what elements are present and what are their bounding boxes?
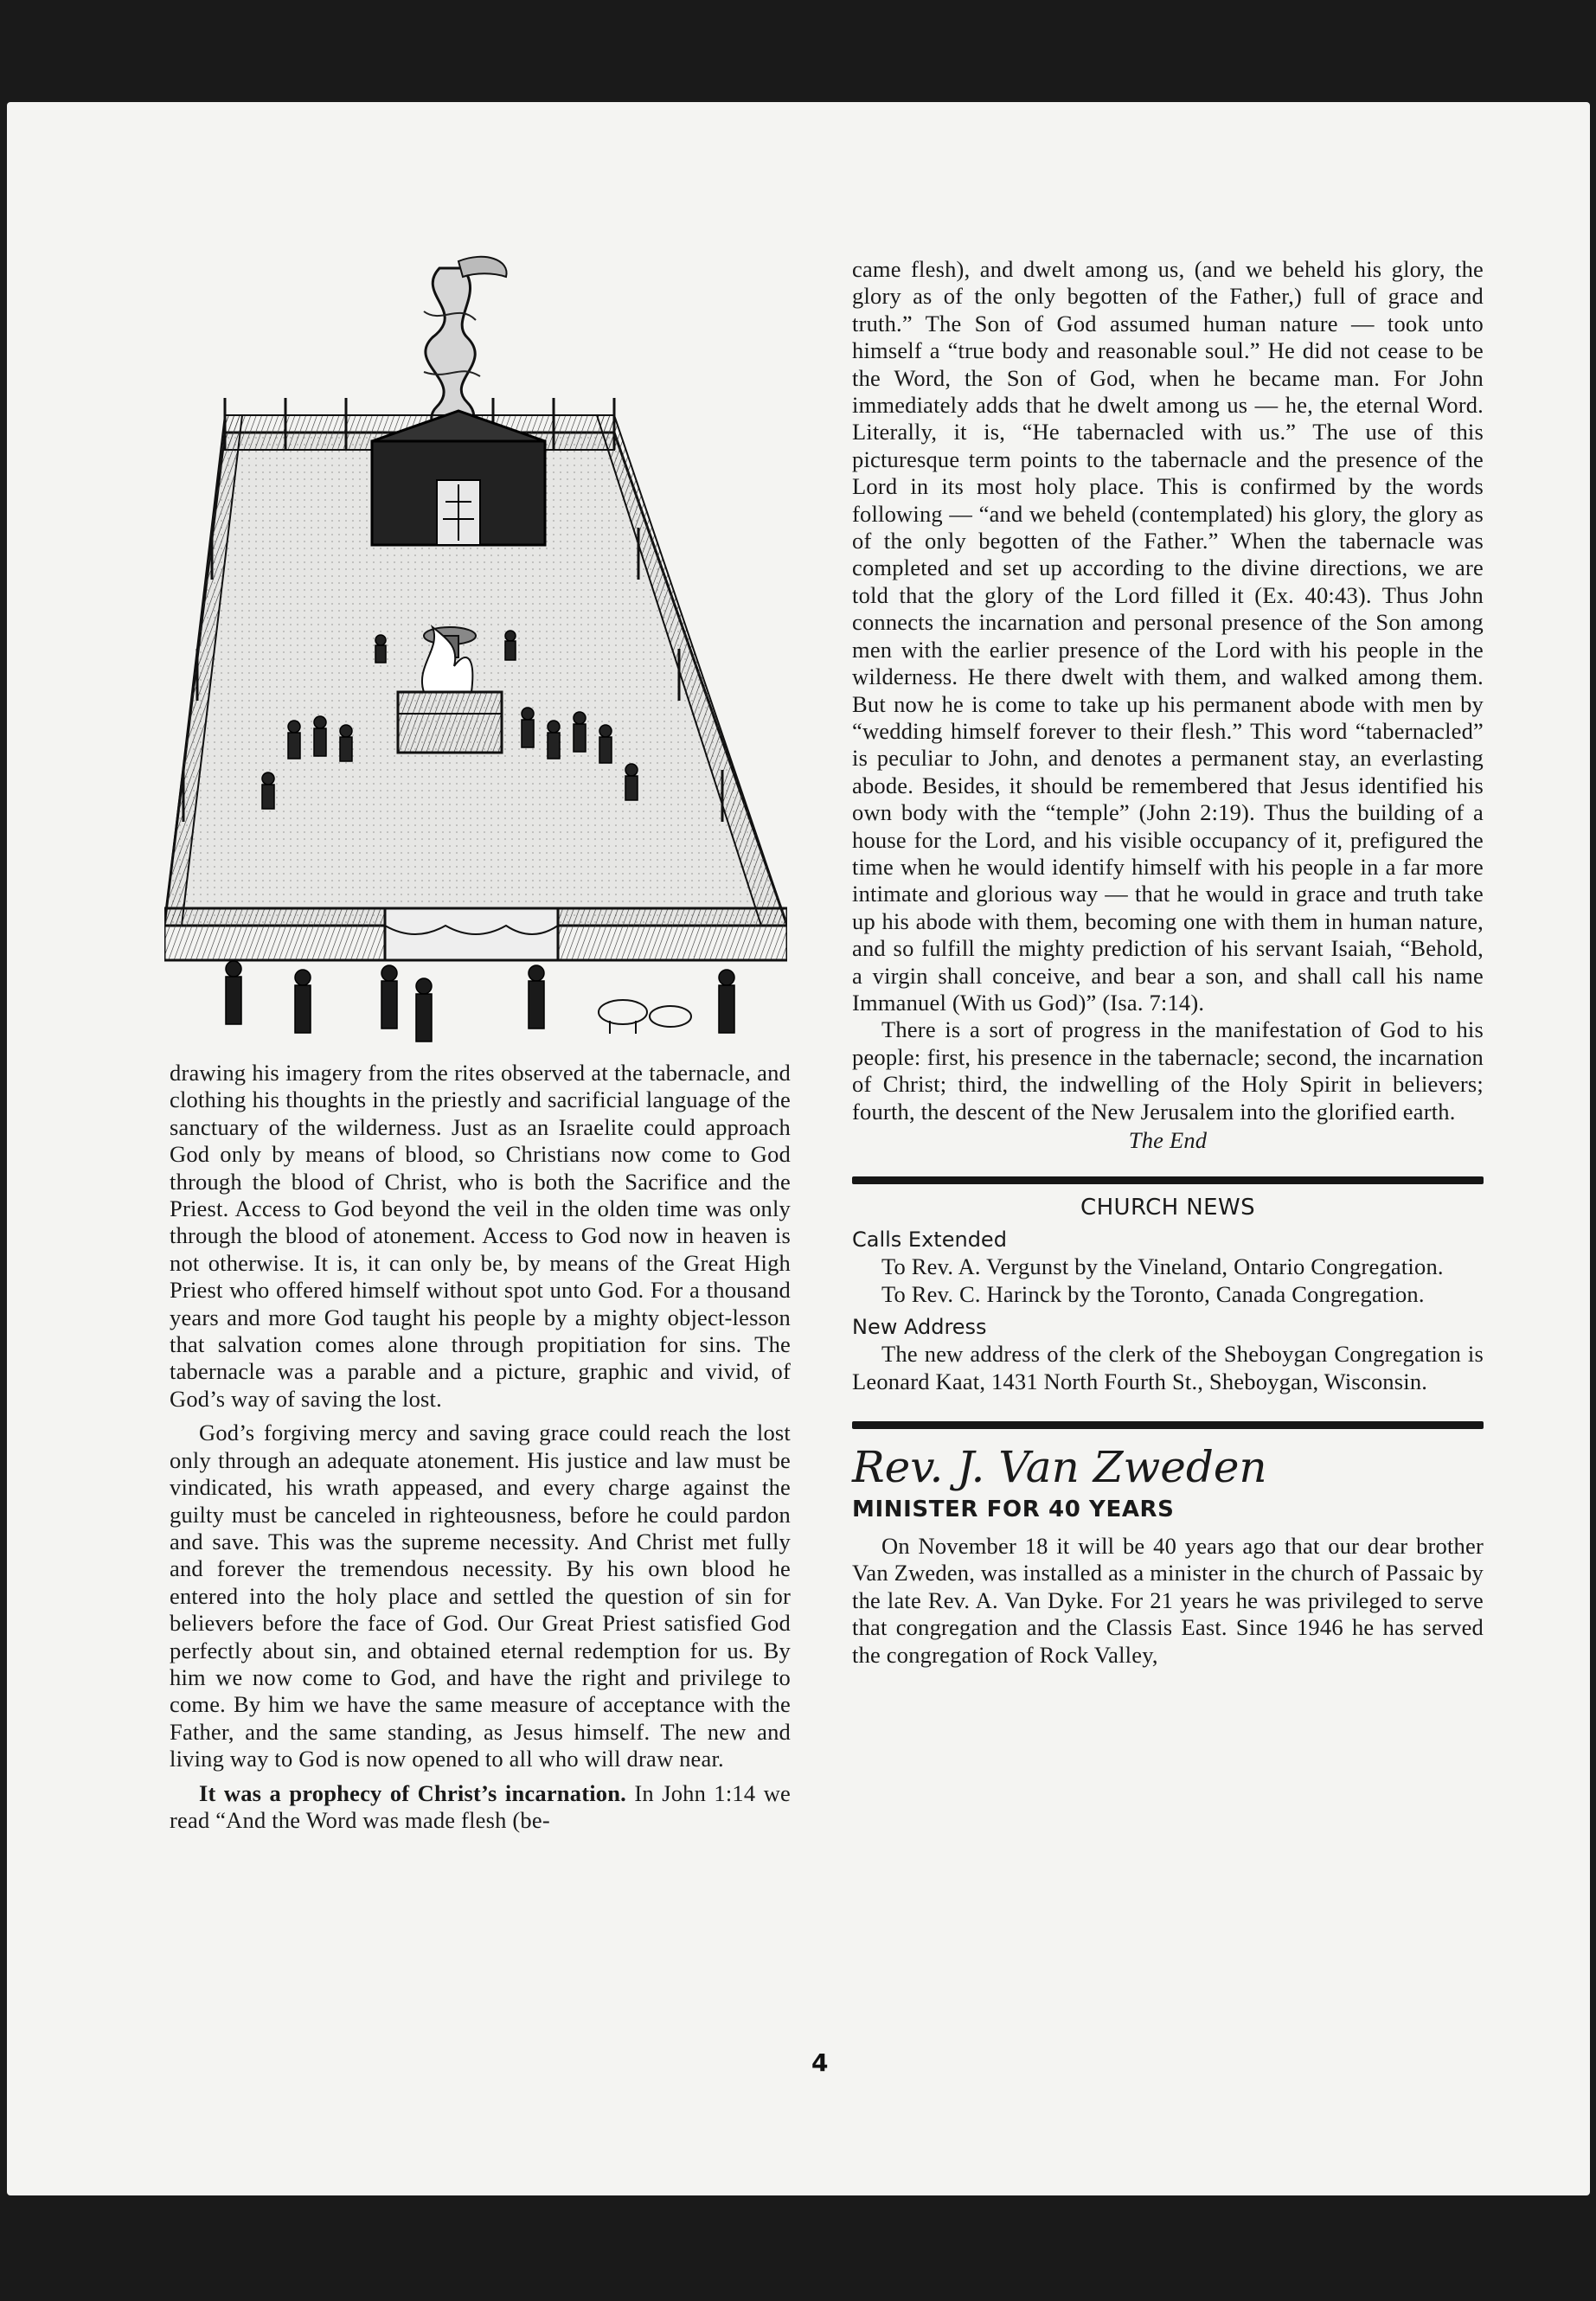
church-news-heading: CHURCH NEWS — [1080, 1195, 1255, 1221]
new-address-text: The new address of the clerk of the Sheboygan Congregation is Leonard Kaat, 1431 North Fourth St., Sheboygan, Wisconsin. — [852, 1341, 1484, 1394]
call-vergunst: To Rev. A. Vergunst by the Vineland, Ontario Congregation. — [881, 1253, 1444, 1280]
minister-name: Rev. J. Van Zweden — [852, 1442, 1267, 1493]
incarnation-lead-rest: In John 1:14 we read “And the Word was made flesh (be- — [170, 1779, 791, 1833]
minister-text: On November 18 it will be 40 years ago that our dear brother Van Zweden, was installed as a minister in the church of Passaic by the late Rev. A. Van Dyke. For 21 years he was privileged to serve that congregation and the Classis East. Since 1946 he has served the congregation of Rock Valley, — [852, 1533, 1484, 1668]
left-paragraph-3 — [170, 1780, 791, 1835]
sheep — [599, 1000, 691, 1034]
new-address-heading: New Address — [852, 1315, 987, 1340]
incarnation-lead: It was a prophecy of Christ’s incarnation. — [199, 1779, 626, 1806]
tabernacle-tent — [372, 411, 545, 545]
left-paragraph-2: God’s forgiving mercy and saving grace could reach the lost only through an adequate atonement. His justice and law must be vindicated, his wrath appeased, and every charge against the guilty must be canceled in righteousness, before he could pardon and save. This was the supreme necessity. And Christ met fully and forever the tremendous necessity. By his own blood he entered into the holy place and settled the question of sin for believers before the face of God. Our Great Priest satisfied God perfectly about sin, and obtained eternal redemption for us. By him we now come to God, and have the right and privilege to come. By him we have the same measure of acceptance with the Father, and the same standing, as Jesus himself. The new and living way to God is now opened to all who will draw near. — [170, 1420, 791, 1772]
minister-title: MINISTER FOR 40 YEARS — [852, 1497, 1175, 1523]
section-divider — [852, 1176, 1484, 1184]
right-paragraph-1: came flesh), and dwelt among us, (and we beheld his glory, the glory as of the only begotten of the Father,) full of grace and truth.” The Son of God assumed human nature — took unto himself a “true body and reasonable soul.” He did not cease to be the Word, the Son of God, when he became man. For John immediately adds that he dwelt among us — he, the eternal Word. Literally, it is, “He tabernacled with us.” The use of this picturesque term points to the tabernacle and the presence of the Lord in its most holy place. This is confirmed by the words following — “and we beheld (contemplated) his glory, the glory as of the only begotten of the Father.” When the tabernacle was completed and set up according to the divine directions, we are told that the glory of the Lord filled it (Ex. 40:43). Thus John connects the incarnation and personal presence of the Son among men with the earlier presence of the Lord with his people in the wilderness. He there dwelt with them, and walked among them. But now he is come to take up his permanent abode with men by “wedding himself forever to their flesh.” This word “tabernacled” is peculiar to John, and denotes a permanent stay, an everlasting abode. Besides, it should be remembered that Jesus identified his own body with the “temple” (John 2:19). Thus the building of a house for the Lord, and his visible occupancy of it, prefigured the time when he would identify himself with his people in a far more intimate and glorious way — that he would in grace and truth take up his abode with them, becoming one with them in human nature, and so fulfill the mighty prediction of his servant Isaiah, “Behold, a virgin shall conceive, and bear a son, and shall call his name Immanuel (With us God)” (Isa. 7:14). — [852, 256, 1484, 1016]
section-divider-2 — [852, 1421, 1484, 1429]
calls-extended-heading: Calls Extended — [852, 1227, 1007, 1253]
tabernacle-illustration — [164, 242, 787, 1055]
call-harinck: To Rev. C. Harinck by the Toronto, Canada Congregation. — [881, 1280, 1425, 1307]
left-paragraph-1: drawing his imagery from the rites observed at the tabernacle, and clothing his thoughts in the priestly and sacrificial language of the sanctuary of the wilderness. Just as an Israelite could approach God only by means of blood, so Christians now come to God through the blood of Christ, who is both the Sacrifice and the Priest. Access to God beyond the veil in the olden time was only through the blood of atonement. Access to God now in heaven is not otherwise. It is, it can only be, by means of the Great High Priest who offered himself without spot unto God. For a thousand years and more God taught his people by a mighty object-lesson that salvation comes alone through propitiation for sins. The tabernacle was a parable and a picture, graphic and vivid, of God’s way of saving the lost. — [170, 1060, 791, 1412]
right-column — [852, 256, 1484, 1669]
foreground-figures — [226, 961, 734, 1042]
left-column — [170, 1060, 791, 1834]
front-gate — [164, 908, 787, 960]
page-number: 4 — [811, 2048, 829, 2077]
the-end-label: The End — [1128, 1127, 1208, 1153]
right-paragraph-2: There is a sort of progress in the manifestation of God to his people: first, his presence in the tabernacle; second, the incarnation of Christ; third, the indwelling of the Holy Spirit in believers; fourth, the descent of the New Jerusalem into the glorified earth. — [852, 1016, 1484, 1125]
